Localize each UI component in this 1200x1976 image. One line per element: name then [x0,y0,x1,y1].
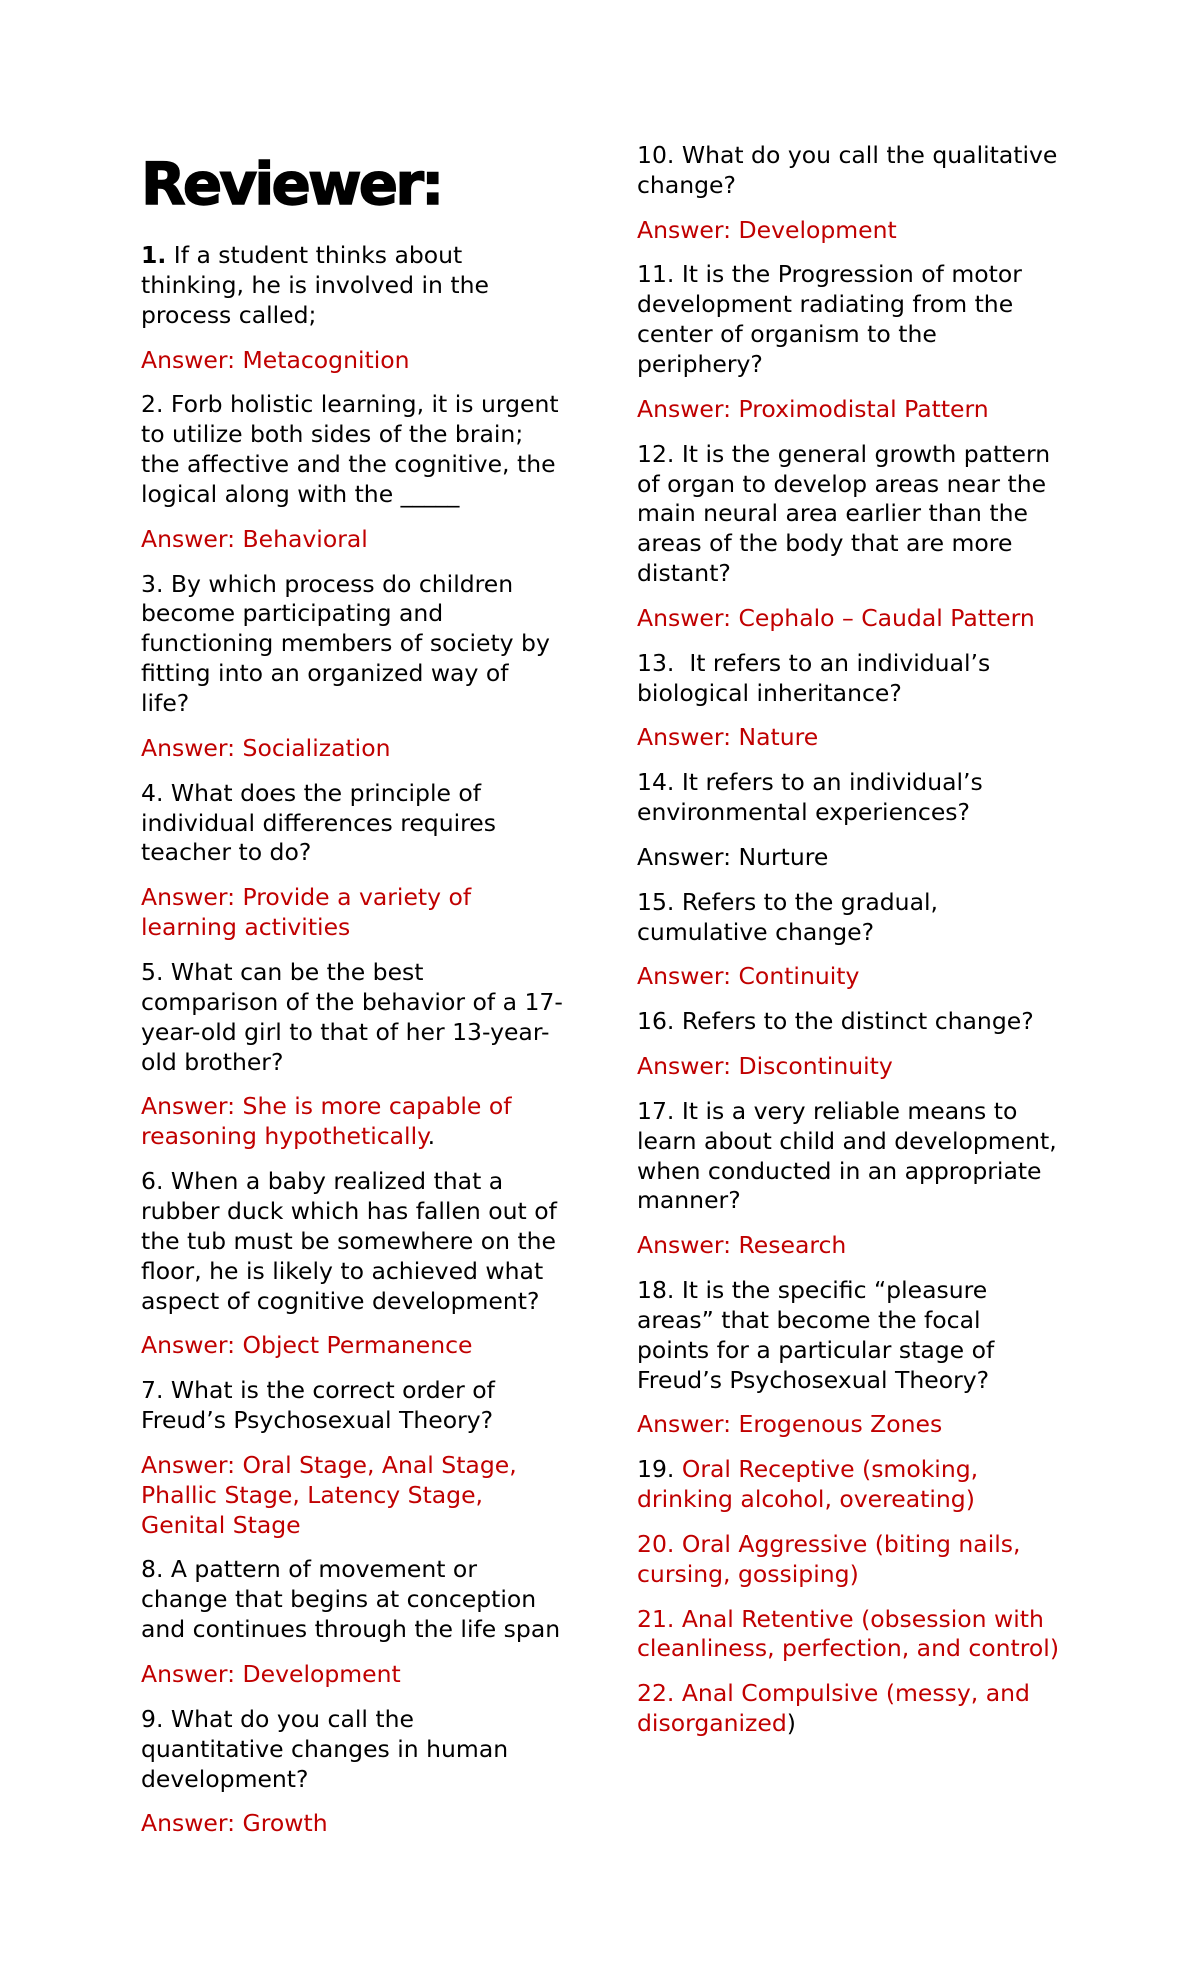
question-3-text: become participating and [141,599,444,628]
question-7-text: 7. What is the correct order of [141,1376,495,1405]
question-10 [637,141,1077,201]
answer-5-suffix: . [427,1122,436,1151]
question-8-text: 8. A pattern of movement or [141,1555,477,1584]
question-11-line [637,320,1077,350]
question-5-line [141,958,581,988]
answer-13 [637,723,1077,753]
question-2-text: logical along with the _____ [141,480,460,509]
note-19-line [637,1485,1077,1515]
question-6-line [141,1197,581,1227]
question-8-line [141,1615,581,1645]
question-11-text: center of organism to the [637,320,937,349]
answer-7-text: Answer: Oral Stage, Anal Stage, [141,1450,517,1479]
question-17-text: learn about child and development, [637,1126,1057,1155]
question-6-line [141,1257,581,1287]
question-11-text: 11. It is the Progression of motor [637,260,1022,289]
question-12-line [637,559,1077,589]
answer-3-text: Answer: Socialization [141,733,391,762]
answer-12-line [637,604,1077,634]
question-8-line [141,1585,581,1615]
answer-4-text: learning activities [141,913,351,942]
question-1-text: process called; [141,300,317,329]
question-13-text: biological inheritance? [637,678,902,707]
question-14 [637,768,1077,828]
question-16-text: 16. Refers to the distinct change? [637,1007,1034,1036]
question-17-line [637,1186,1077,1216]
question-7-line [141,1376,581,1406]
answer-7-line [141,1511,581,1541]
question-18-text: Freud’s Psychosexual Theory? [637,1365,990,1394]
answer-17-text: Answer: Research [637,1231,847,1260]
answer-10 [637,216,1077,246]
answer-9 [141,1809,581,1839]
question-3-text: fitting into an organized way of [141,659,509,688]
question-2 [141,390,581,510]
question-17-text: manner? [637,1186,741,1215]
question-6-line [141,1227,581,1257]
question-3-text: 3. By which process do children [141,569,514,598]
answer-18 [637,1410,1077,1440]
question-1-line [141,301,581,331]
answer-8 [141,1660,581,1690]
question-7-line [141,1406,581,1436]
question-18 [637,1276,1077,1396]
question-7-text: Freud’s Psychosexual Theory? [141,1406,494,1435]
question-1-line [141,241,581,271]
question-11-line [637,350,1077,380]
answer-11-line [637,395,1077,425]
answer-7-line [141,1481,581,1511]
question-6-text: floor, he is likely to achieved what [141,1256,544,1285]
answer-16 [637,1052,1077,1082]
note-20-line [637,1530,1077,1560]
question-9-text: quantitative changes in human [141,1734,509,1763]
question-17-line [637,1157,1077,1187]
answer-4-line [141,913,581,943]
question-18-line [637,1366,1077,1396]
question-4-line [141,809,581,839]
answer-13-line [637,723,1077,753]
question-18-line [637,1306,1077,1336]
answer-4-line [141,883,581,913]
question-1-line [141,271,581,301]
right-column [637,141,1077,1754]
question-14-text: environmental experiences? [637,798,971,827]
question-9-text: development? [141,1764,309,1793]
question-3-text: life? [141,689,190,718]
answer-14-line [637,843,1077,873]
answer-5 [141,1092,581,1152]
note-21-line [637,1634,1077,1664]
answer-13-text: Answer: Nature [637,723,819,752]
answer-2 [141,525,581,555]
question-5 [141,958,581,1078]
question-13-line [637,679,1077,709]
answer-17-line [637,1231,1077,1261]
answer-10-line [637,216,1077,246]
answer-15 [637,962,1077,992]
question-12-line [637,470,1077,500]
question-10-line [637,171,1077,201]
question-14-text: 14. It refers to an individual’s [637,768,983,797]
answer-15-line [637,962,1077,992]
answer-5-line [141,1122,581,1152]
question-1 [141,241,581,331]
note-19 [637,1455,1077,1515]
note-21 [637,1605,1077,1665]
question-6-line [141,1287,581,1317]
question-3-text: functioning members of society by [141,629,550,658]
note-22-line [637,1679,1077,1709]
note-21-text: cleanliness, perfection, and control) [637,1634,1059,1663]
question-5-text: 5. What can be the best [141,957,424,986]
question-6-text: aspect of cognitive development? [141,1286,540,1315]
question-16-line [637,1007,1077,1037]
answer-3-line [141,734,581,764]
question-2-text: to utilize both sides of the brain; [141,420,524,449]
answer-5-line [141,1092,581,1122]
question-5-text: year-old girl to that of her 13-year- [141,1017,550,1046]
question-14-line [637,798,1077,828]
note-21-line [637,1605,1077,1635]
question-3-line [141,599,581,629]
answer-15-text: Answer: Continuity [637,962,860,991]
question-8-text: change that begins at conception [141,1585,537,1614]
question-3-line [141,659,581,689]
answer-7-text: Genital Stage [141,1510,301,1539]
answer-4 [141,883,581,943]
note-22 [637,1679,1077,1739]
question-2-line [141,390,581,420]
answer-9-line [141,1809,581,1839]
question-4-text: teacher to do? [141,838,312,867]
answer-18-line [637,1410,1077,1440]
question-17-text: when conducted in an appropriate [637,1156,1042,1185]
answer-1-line [141,346,581,376]
question-2-text: the affective and the cognitive, the [141,450,556,479]
question-3-line [141,689,581,719]
question-18-line [637,1276,1077,1306]
question-12-line [637,529,1077,559]
question-9-line [141,1705,581,1735]
question-5-line [141,1048,581,1078]
question-17 [637,1097,1077,1217]
question-15-text: cumulative change? [637,917,875,946]
answer-6 [141,1331,581,1361]
question-3 [141,570,581,719]
question-8-text: and continues through the life span [141,1615,561,1644]
answer-11-text: Answer: Proximodistal Pattern [637,394,989,423]
question-18-text: areas” that become the focal [637,1305,981,1334]
question-18-text: 18. It is the specific “pleasure [637,1275,988,1304]
answer-2-text: Answer: Behavioral [141,524,368,553]
answer-16-line [637,1052,1077,1082]
question-15-line [637,888,1077,918]
answer-11 [637,395,1077,425]
question-9 [141,1705,581,1795]
note-19-number: 19. [637,1455,675,1484]
answer-17 [637,1231,1077,1261]
question-13 [637,649,1077,709]
answer-14-text: Answer: Nurture [637,842,829,871]
question-11-text: periphery? [637,350,763,379]
question-8 [141,1555,581,1645]
question-11-line [637,260,1077,290]
question-12-text: main neural area earlier than the [637,499,1028,528]
answer-9-text: Answer: Growth [141,1809,328,1838]
question-2-text: 2. Forb holistic learning, it is urgent [141,390,559,419]
question-12-text: 12. It is the general growth pattern [637,439,1051,468]
note-22-text: 22. Anal Compulsive (messy, and [637,1679,1030,1708]
question-15 [637,888,1077,948]
question-3-line [141,629,581,659]
question-1-text: If a student thinks about [173,241,463,269]
answer-8-line [141,1660,581,1690]
question-14-line [637,768,1077,798]
question-4-text: individual differences requires [141,808,496,837]
answer-12-text: Answer: Cephalo – Caudal Pattern [637,604,1035,633]
question-10-text: 10. What do you call the qualitative [637,141,1058,169]
question-11-line [637,290,1077,320]
answer-7 [141,1451,581,1541]
answer-5-text: reasoning hypothetically [141,1122,428,1151]
page-title: Reviewer: [141,150,442,218]
question-6-text: the tub must be somewhere on the [141,1226,557,1255]
question-4-line [141,779,581,809]
question-13-line [637,649,1077,679]
question-4 [141,779,581,869]
question-18-text: points for a particular stage of [637,1335,995,1364]
question-1-number: 1. [141,241,167,269]
question-11 [637,260,1077,380]
question-5-line [141,988,581,1018]
answer-6-line [141,1331,581,1361]
question-4-text: 4. What does the principle of [141,778,482,807]
left-column [141,241,581,1854]
question-9-text: 9. What do you call the [141,1704,414,1733]
question-2-line [141,450,581,480]
question-13-text: 13. It refers to an individual’s [637,648,991,677]
question-1-text: thinking, he is involved in the [141,270,489,299]
question-5-line [141,1018,581,1048]
question-11-text: development radiating from the [637,290,1014,319]
question-2-line [141,420,581,450]
question-12-text: areas of the body that are more [637,529,1013,558]
question-17-text: 17. It is a very reliable means to [637,1096,1018,1125]
answer-7-line [141,1451,581,1481]
question-5-text: old brother? [141,1047,284,1076]
question-10-text: change? [637,170,736,199]
answer-18-text: Answer: Erogenous Zones [637,1410,943,1439]
question-9-line [141,1735,581,1765]
question-17-line [637,1127,1077,1157]
note-22-suffix: ) [786,1709,796,1738]
question-6-text: rubber duck which has fallen out of [141,1196,557,1225]
note-20-text: 20. Oral Aggressive (biting nails, [637,1529,1021,1558]
note-21-text: 21. Anal Retentive (obsession with [637,1604,1044,1633]
question-12 [637,440,1077,589]
question-6-text: 6. When a baby realized that a [141,1167,504,1196]
answer-16-text: Answer: Discontinuity [637,1051,893,1080]
question-8-line [141,1555,581,1585]
question-5-text: comparison of the behavior of a 17- [141,987,563,1016]
question-12-line [637,440,1077,470]
note-19-line [637,1455,1077,1485]
question-18-line [637,1336,1077,1366]
answer-12 [637,604,1077,634]
note-19-text: Oral Receptive (smoking, [681,1455,979,1484]
note-20-text: cursing, gossiping) [637,1559,859,1588]
question-12-text: distant? [637,559,731,588]
answer-6-text: Answer: Object Permanence [141,1331,473,1360]
note-22-line [637,1709,1077,1739]
question-12-text: of organ to develop areas near the [637,469,1047,498]
note-19-text: drinking alcohol, overeating) [637,1485,975,1514]
question-15-line [637,918,1077,948]
answer-14 [637,843,1077,873]
note-22-text: disorganized [637,1709,787,1738]
note-20 [637,1530,1077,1590]
answer-3 [141,734,581,764]
answer-7-text: Phallic Stage, Latency Stage, [141,1480,484,1509]
question-12-line [637,499,1077,529]
question-10-line [637,141,1077,171]
answer-5-text: Answer: She is more capable of [141,1092,512,1121]
question-6 [141,1167,581,1316]
question-15-text: 15. Refers to the gradual, [637,887,938,916]
answer-1-text: Answer: Metacognition [141,345,410,374]
answer-1 [141,346,581,376]
question-3-line [141,570,581,600]
question-6-line [141,1167,581,1197]
question-17-line [637,1097,1077,1127]
note-20-line [637,1560,1077,1590]
question-16 [637,1007,1077,1037]
question-7 [141,1376,581,1436]
question-2-line [141,480,581,510]
question-4-line [141,838,581,868]
answer-2-line [141,525,581,555]
question-9-line [141,1765,581,1795]
answer-10-text: Answer: Development [637,215,897,244]
answer-8-text: Answer: Development [141,1659,401,1688]
answer-4-text: Answer: Provide a variety of [141,883,472,912]
